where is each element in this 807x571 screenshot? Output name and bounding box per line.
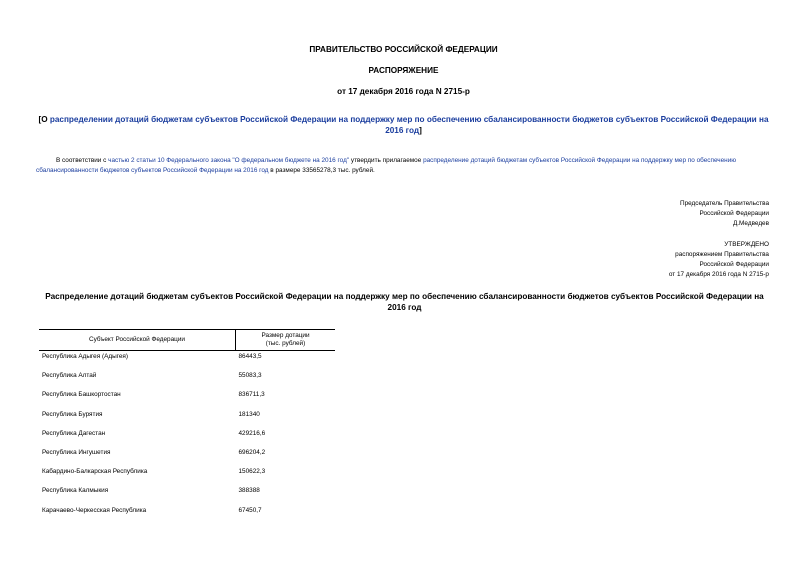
table-row (39, 409, 335, 428)
federal-law-link[interactable]: частью 2 статьи 10 Федерального закона "О федеральном бюджете на 2016 год" (108, 157, 350, 164)
amount-cell: 836711,3 (238, 391, 265, 399)
amount-cell: 67450,7 (238, 506, 262, 514)
amount-cell: 181340 (238, 410, 260, 418)
distribution-link[interactable]: распределение дотаций бюджетам субъектов Российской Федерации на поддержку мер по обеспечению сбалансированности бюджетов субъектов Российской Федерации на 2016 год (36, 157, 737, 174)
amount-cell: 150622,3 (238, 468, 266, 476)
government-heading: ПРАВИТЕЛЬСТВО РОССИЙСКОЙ ФЕДЕРАЦИИ (309, 45, 498, 54)
table-row (39, 370, 335, 389)
title-close-bracket: ] (419, 126, 422, 135)
signature-block (569, 199, 769, 229)
amount-cell: 55083,3 (238, 372, 262, 380)
subject-cell: Республика Алтай (42, 372, 97, 380)
column-header-amount-line1: Размер дотации (261, 332, 310, 339)
amount-cell: 696204,2 (238, 448, 266, 456)
subject-cell: Кабардино-Балкарская Республика (42, 468, 148, 476)
approval-line-2: распоряжением Правительства (675, 251, 769, 258)
approval-stamp: УТВЕРЖДЕНО (724, 241, 769, 248)
subject-cell: Республика Калмыкия (42, 487, 109, 495)
subject-cell: Карачаево-Черкесская Республика (42, 506, 147, 514)
approval-line-4: от 17 декабря 2016 года N 2715-р (668, 271, 769, 278)
subject-cell: Республика Адыгея (Адыгея) (42, 353, 129, 360)
amount-cell: 429216,6 (238, 429, 266, 437)
title-open-bracket: [О (38, 115, 50, 124)
table-row (39, 389, 335, 408)
signature-body: Российской Федерации (699, 210, 769, 217)
amount-cell: 388388 (238, 487, 260, 495)
title-link[interactable]: распределении дотаций бюджетам субъектов Российской Федерации на поддержку мер по обеспечению сбалансированности бюджетов субъектов Российской Федерации на 2016 год (49, 115, 769, 135)
signature-name: Д.Медведев (732, 220, 769, 227)
subject-cell: Республика Бурятия (42, 410, 103, 418)
document-type-heading: РАСПОРЯЖЕНИЕ (368, 66, 439, 75)
paragraph-prefix: В соответствии с (56, 157, 109, 164)
table-row (39, 466, 335, 485)
paragraph-middle: утвердить прилагаемое (349, 157, 424, 164)
amount-cell: 86443,5 (238, 353, 262, 360)
table-row (39, 447, 335, 466)
table-row (39, 428, 335, 447)
signature-position: Председатель Правительства (680, 200, 769, 207)
subject-cell: Республика Башкортостан (42, 391, 121, 399)
subject-cell: Республика Дагестан (42, 429, 106, 437)
document-date-number: от 17 декабря 2016 года N 2715-р (337, 87, 470, 96)
document-title (36, 114, 771, 136)
distribution-title: Распределение дотаций бюджетам субъектов Российской Федерации на поддержку мер по обеспечению сбалансированности бюджетов субъектов Российской Федерации на 2016 год (45, 292, 764, 312)
table-row (39, 351, 335, 371)
column-header-amount (236, 330, 336, 351)
column-header-subject: Субъект Российской Федерации (39, 330, 236, 351)
order-paragraph (36, 156, 773, 176)
subsidy-table (39, 329, 335, 524)
table-row (39, 485, 335, 504)
subject-cell: Республика Ингушетия (42, 448, 111, 456)
table-row (39, 505, 335, 524)
column-header-amount-line2: (тыс. рублей) (265, 340, 306, 347)
table-header-row (39, 330, 335, 351)
approval-line-3: Российской Федерации (699, 261, 769, 268)
paragraph-suffix: в размере 33565278,3 тыс. рублей. (268, 167, 375, 174)
approval-block (569, 240, 769, 280)
